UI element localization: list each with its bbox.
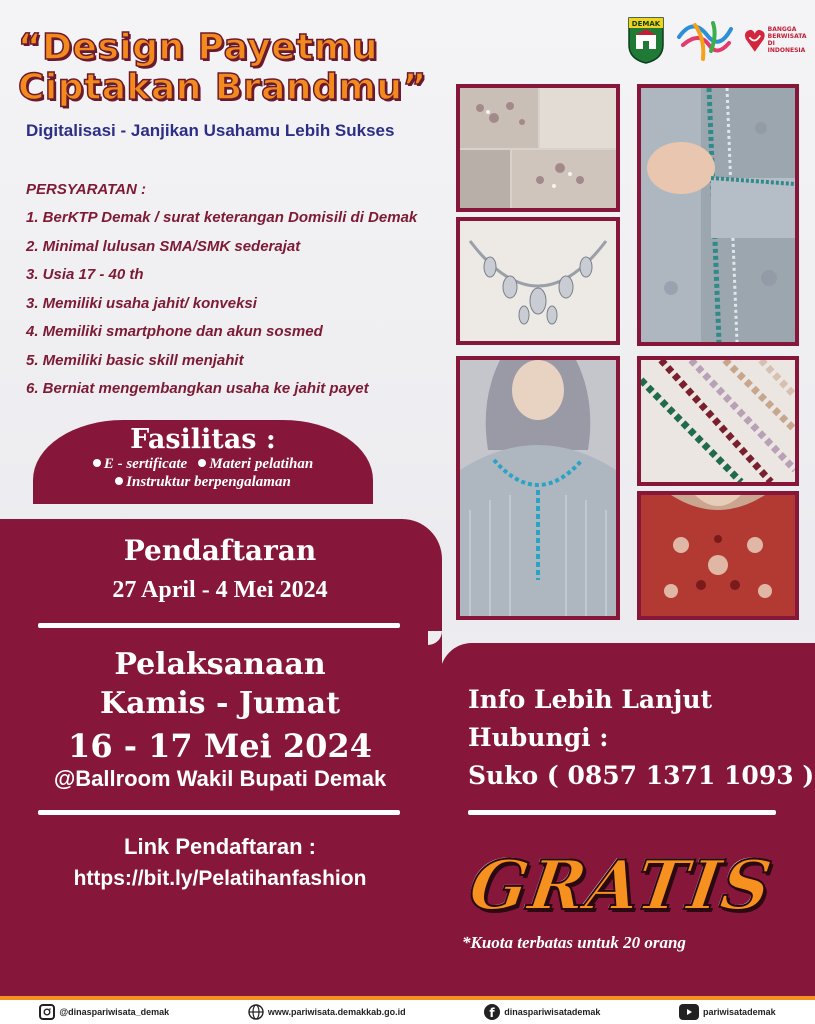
panel-corner (428, 631, 442, 645)
requirement-item: 1. BerKTP Demak / surat keterangan Domisili di Demak (26, 209, 418, 226)
contact-info (468, 681, 814, 795)
facility-item: Instruktur berpengalaman (126, 474, 291, 490)
footer-youtube[interactable] (679, 1004, 776, 1020)
registration-link-label: Link Pendaftaran : (124, 834, 316, 859)
demak-logo-text: DEMAK (631, 20, 661, 28)
implementation-days: Kamis - Jumat (100, 686, 340, 721)
subtitle: Digitalisasi - Janjikan Usahamu Lebih Sukses (26, 121, 395, 140)
facility-item: Materi pelatihan (209, 456, 314, 472)
contact-info-line: Hubungi : (468, 723, 609, 752)
photo-crystal-necklace (456, 217, 620, 345)
footer-text: www.pariwisata.demakkab.go.id (267, 1007, 406, 1017)
footer-text: pariwisatademak (703, 1007, 776, 1017)
facilities-items (33, 455, 373, 491)
photo-hijab-model (456, 356, 620, 620)
facilities-title: Fasilitas : (130, 424, 276, 455)
requirement-item: 6. Berniat mengembangkan usaha ke jahit payet (26, 380, 369, 397)
requirement-item: 3. Usia 17 - 40 th (26, 266, 144, 283)
footer-website[interactable] (248, 1004, 406, 1020)
footer-bar (0, 996, 815, 1024)
headline-line-2: Ciptakan Brandmu” (18, 67, 427, 108)
bangga-berwisata-logo (744, 14, 810, 66)
implementation-dates: 16 - 17 Mei 2024 (68, 727, 372, 765)
registration-link[interactable]: https://bit.ly/Pelatihanfashion (73, 867, 367, 890)
contact-info-line: Info Lebih Lanjut (468, 685, 713, 714)
contact-phone: Suko ( 0857 1371 1093 ) (468, 761, 815, 790)
globe-icon (248, 1004, 264, 1020)
headline-line-1: “Design Payetmu (18, 27, 378, 68)
headline (18, 28, 478, 108)
photo-beaded-trims (637, 356, 799, 486)
requirements-title: PERSYARATAN : (26, 181, 146, 198)
svg-text:f: f (489, 1006, 495, 1020)
instagram-icon (39, 1004, 55, 1020)
bangga-logo-text: BANGGA BERWISATA DI INDONESIA (767, 26, 807, 54)
free-badge: GRATIS (464, 846, 778, 926)
wonderful-indonesia-logo (672, 14, 738, 66)
quota-note: *Kuota terbatas untuk 20 orang (462, 933, 686, 952)
bullet-icon (93, 459, 101, 467)
divider (38, 623, 400, 628)
divider (468, 810, 776, 815)
facebook-icon (484, 1004, 500, 1020)
registration-title: Pendaftaran (123, 534, 317, 567)
requirements-list (26, 208, 417, 408)
registration-dates: 27 April - 4 Mei 2024 (112, 577, 328, 603)
bullet-icon (115, 477, 123, 485)
footer-facebook[interactable] (484, 1004, 600, 1020)
divider (38, 810, 400, 815)
requirement-item: 4. Memiliki smartphone dan akun sosmed (26, 323, 323, 340)
implementation-title: Pelaksanaan (114, 647, 326, 682)
demak-logo (624, 14, 668, 66)
photo-embellishments (456, 84, 620, 212)
implementation-venue: @Ballroom Wakil Bupati Demak (53, 766, 387, 791)
requirement-item: 2. Minimal lulusan SMA/SMK sederajat (26, 237, 301, 255)
youtube-icon (679, 1004, 699, 1020)
footer-text: @dinaspariwisata_demak (59, 1007, 170, 1017)
facility-item: E - sertificate (103, 456, 188, 472)
footer-instagram[interactable] (39, 1004, 169, 1020)
requirement-item: 3. Memiliki usaha jahit/ konveksi (26, 294, 257, 312)
footer-text: dinaspariwisatademak (504, 1007, 601, 1017)
photo-embroidered-bodice (637, 491, 799, 620)
bullet-icon (198, 459, 206, 467)
requirement-item: 5. Memiliki basic skill menjahit (26, 351, 244, 369)
photo-beaded-sleeve (637, 84, 799, 346)
facilities-panel (33, 420, 373, 504)
